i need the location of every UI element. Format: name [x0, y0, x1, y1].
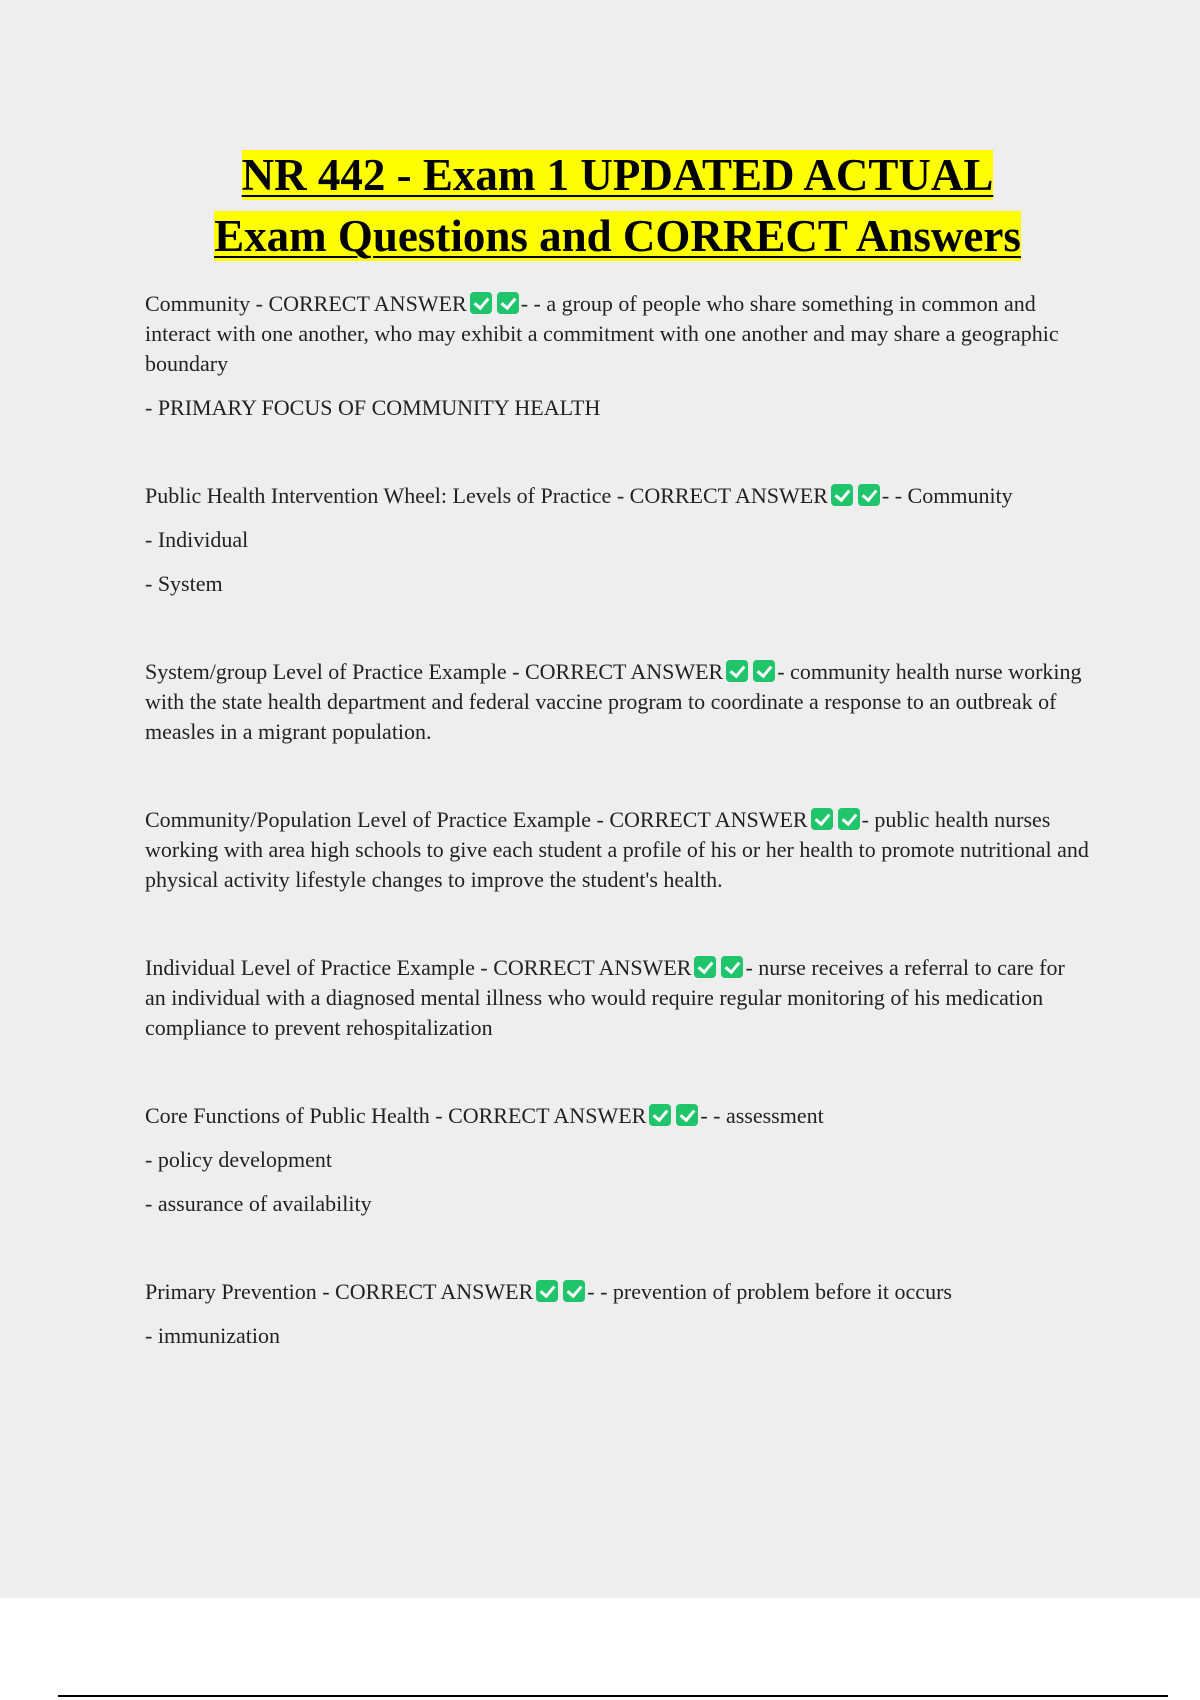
qa-term: Community - CORRECT ANSWER: [145, 291, 467, 316]
qa-extra-line: - Individual: [145, 527, 249, 552]
check-icon: [676, 1104, 698, 1126]
qa-line: [145, 1101, 1090, 1131]
qa-answer: - - Community: [881, 483, 1013, 508]
qa-answer: - nurse receives a referral to care for an individual with a diagnosed mental illness who would require regular monitoring of his medication compliance to prevent rehospitalization: [145, 955, 1065, 1040]
qa-answer: - community health nurse working with the state health department and federal vaccine program to coordinate a response to an outbreak of measles in a migrant population.: [145, 659, 1082, 744]
qa-line: [145, 953, 1090, 1043]
title-line-2: Exam Questions and CORRECT Answers: [214, 211, 1021, 261]
document-title: [145, 145, 1090, 267]
qa-extra-line: - immunization: [145, 1323, 281, 1348]
check-icon: [811, 808, 833, 830]
qa-line: [145, 805, 1090, 895]
qa-item: [145, 481, 1090, 599]
qa-answer: - public health nurses working with area high schools to give each student a profile of his or her health to promote nutritional and physical activity lifestyle changes to improve the student's health.: [145, 807, 1089, 892]
check-icon: [858, 484, 880, 506]
qa-line: [145, 289, 1090, 379]
qa-term: System/group Level of Practice Example - CORRECT ANSWER: [145, 659, 724, 684]
qa-line: [145, 1277, 1090, 1307]
check-icon: [497, 292, 519, 314]
check-icon: [838, 808, 860, 830]
footer-divider: [58, 1695, 1168, 1697]
check-icon: [831, 484, 853, 506]
qa-item: [145, 953, 1090, 1043]
qa-term: Community/Population Level of Practice Example - CORRECT ANSWER: [145, 807, 808, 832]
check-icon: [649, 1104, 671, 1126]
qa-item: [145, 1277, 1090, 1351]
qa-term: Primary Prevention - CORRECT ANSWER: [145, 1279, 534, 1304]
check-icon: [694, 956, 716, 978]
qa-item: [145, 289, 1090, 423]
qa-answer: - - assessment: [700, 1103, 824, 1128]
check-icon: [753, 660, 775, 682]
qa-item: [145, 805, 1090, 895]
qa-extra-line: - assurance of availability: [145, 1191, 372, 1216]
check-icon: [721, 956, 743, 978]
qa-term: Core Functions of Public Health - CORRECT ANSWER: [145, 1103, 647, 1128]
qa-extra-line: - policy development: [145, 1147, 332, 1172]
title-line-1: NR 442 - Exam 1 UPDATED ACTUAL: [241, 150, 994, 200]
qa-line: [145, 481, 1090, 511]
qa-term: Individual Level of Practice Example - CORRECT ANSWER: [145, 955, 692, 980]
qa-item: [145, 1101, 1090, 1219]
check-icon: [563, 1280, 585, 1302]
check-icon: [470, 292, 492, 314]
check-icon: [726, 660, 748, 682]
check-icon: [536, 1280, 558, 1302]
qa-item: [145, 657, 1090, 747]
qa-line: [145, 657, 1090, 747]
qa-extra-line: - System: [145, 571, 223, 596]
qa-term: Public Health Intervention Wheel: Levels of Practice - CORRECT ANSWER: [145, 483, 828, 508]
qa-answer: - - prevention of problem before it occurs: [587, 1279, 952, 1304]
qa-extra-line: - PRIMARY FOCUS OF COMMUNITY HEALTH: [145, 395, 601, 420]
qa-answer: - - a group of people who share something in common and interact with one another, who may exhibit a commitment with one another and may share a geographic boundary: [145, 291, 1059, 376]
qa-list: [145, 289, 1090, 1351]
